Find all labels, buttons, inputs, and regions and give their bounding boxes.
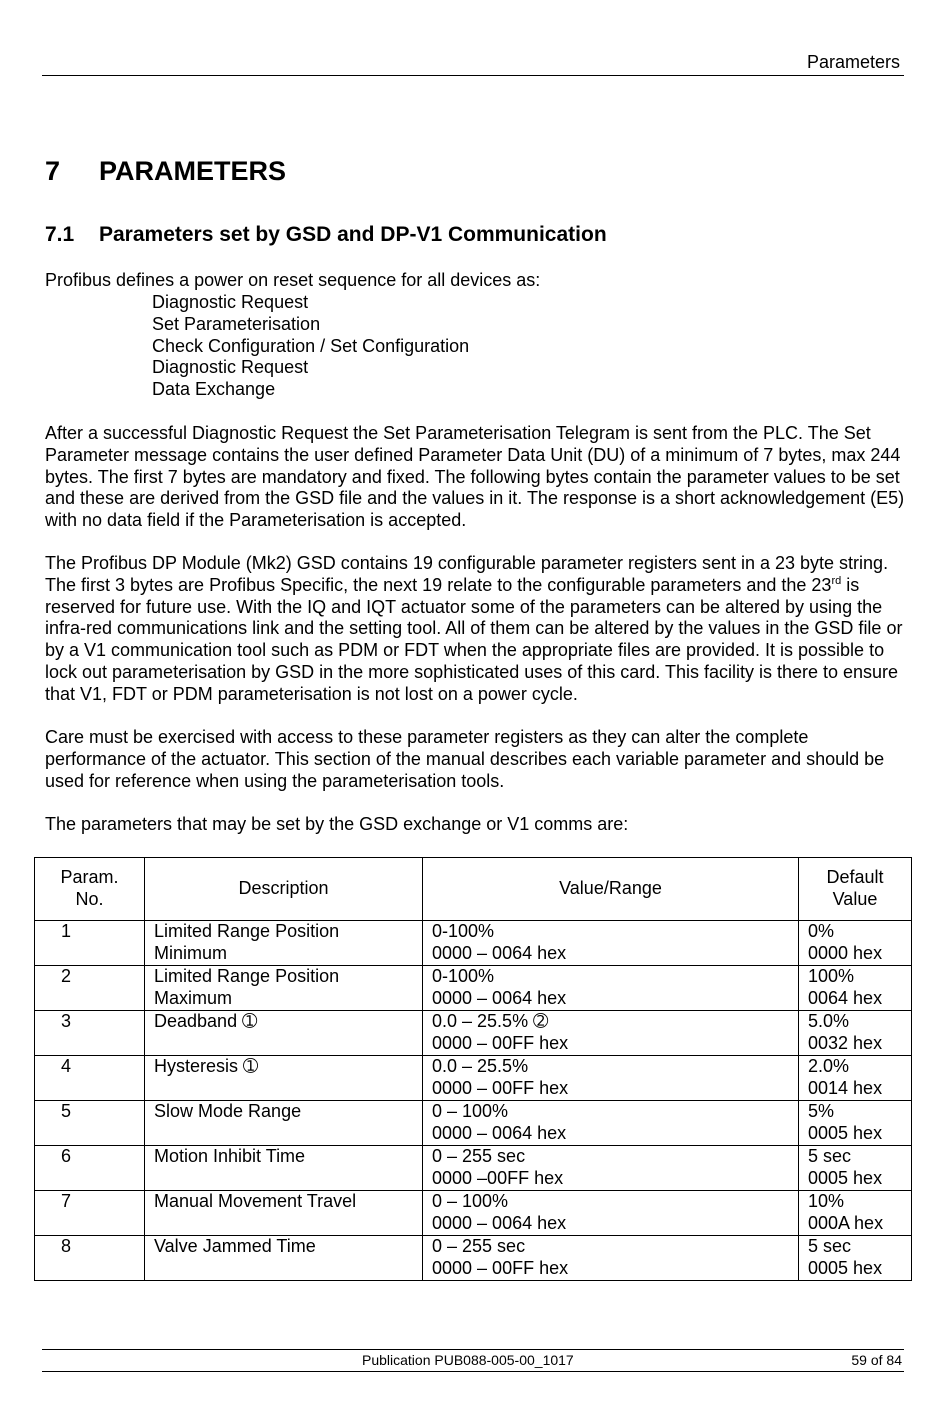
paragraph-table-intro: The parameters that may be set by the GSD exchange or V1 comms are: — [45, 814, 629, 834]
param-description — [145, 1236, 423, 1281]
param-default-value-line: 0000 hex — [808, 942, 883, 963]
param-value-range — [423, 1056, 799, 1101]
param-default-value-line: 0005 hex — [808, 1167, 883, 1188]
sequence-step: Check Configuration / Set Configuration — [152, 335, 470, 356]
table-row — [35, 1191, 912, 1236]
paragraph-text: The Profibus DP Module (Mk2) GSD contains 19 configurable parameter registers sent in a 23 byte string. The first 3 bytes are Profibus Specific, the next 19 relate to the configurable parameters and the 23 — [45, 553, 889, 595]
param-description-line: Manual Movement Travel — [154, 1191, 357, 1211]
parameters-table — [34, 857, 912, 1281]
param-number — [35, 921, 145, 966]
chapter-title: PARAMETERS — [99, 156, 287, 186]
sequence-step: Data Exchange — [152, 379, 276, 400]
param-default-value — [799, 1236, 912, 1281]
table-row — [35, 1011, 912, 1056]
footer-rule — [42, 1349, 904, 1350]
param-value-range — [423, 1146, 799, 1191]
param-value-range-line: 0000 – 00FF hex — [432, 1257, 569, 1278]
param-description-line: Hysteresis ➀ — [154, 1056, 259, 1076]
param-number-line: 1 — [61, 921, 72, 941]
param-default-value — [799, 1101, 912, 1146]
header-default-value: Default Value — [799, 858, 912, 921]
param-value-range — [423, 1236, 799, 1281]
superscript-rd: rd — [831, 574, 842, 587]
header-param-no: Param. No. — [35, 858, 145, 921]
param-default-value — [799, 1146, 912, 1191]
param-value-range — [423, 1191, 799, 1236]
param-description — [145, 1056, 423, 1101]
sequence-step: Diagnostic Request — [152, 292, 309, 312]
param-default-value-line: 0005 hex — [808, 1257, 883, 1278]
chapter-number: 7 — [45, 156, 61, 186]
table-row — [35, 966, 912, 1011]
param-value-range-line: 0 – 255 sec — [432, 1236, 526, 1256]
param-default-value-line: 0014 hex — [808, 1077, 883, 1098]
footer-publication: Publication PUB088-005-00_1017 — [362, 1352, 574, 1368]
param-value-range — [423, 966, 799, 1011]
param-default-value-line: 5 sec — [808, 1146, 852, 1166]
param-value-range-line: 0000 – 0064 hex — [432, 1122, 567, 1143]
param-value-range-line: 0000 – 0064 hex — [432, 987, 567, 1008]
param-description-line: Limited Range Position Minimum — [154, 921, 340, 963]
param-default-value — [799, 966, 912, 1011]
table-header-row — [35, 858, 912, 921]
paragraph-set-parameterisation: After a successful Diagnostic Request the Set Parameterisation Telegram is sent from the PLC. The Set Parameter message contains the user defined Parameter Data Unit (DU) of a minimum of 7 bytes, max 244 bytes. The first 7 bytes are mandatory and fixed. The following bytes contain the parameter values to be set and these are derived from the GSD file and the values in it. The response is a short acknowledgement (E5) with no data field if the Parameterisation is accepted. — [45, 423, 905, 531]
param-value-range-line: 0 – 100% — [432, 1191, 509, 1211]
param-description-line: Motion Inhibit Time — [154, 1146, 306, 1166]
param-default-value-line: 0032 hex — [808, 1032, 883, 1053]
param-description-line: Valve Jammed Time — [154, 1236, 316, 1256]
table-row — [35, 1146, 912, 1191]
param-default-value-line: 2.0% — [808, 1056, 850, 1076]
param-default-value-line: 0% — [808, 921, 835, 941]
table-row — [35, 921, 912, 966]
header-description: Description — [145, 858, 423, 921]
running-header: Parameters — [806, 52, 900, 72]
header-value-range: Value/Range — [423, 858, 799, 921]
param-value-range-line: 0-100% — [432, 921, 495, 941]
param-number-line: 2 — [61, 966, 72, 986]
param-number — [35, 1146, 145, 1191]
param-number — [35, 1056, 145, 1101]
section-heading — [45, 223, 607, 247]
param-number-line: 6 — [61, 1146, 72, 1166]
param-value-range — [423, 1101, 799, 1146]
param-default-value-line: 0064 hex — [808, 987, 883, 1008]
param-description — [145, 921, 423, 966]
param-value-range-line: 0.0 – 25.5% ➁ — [432, 1011, 549, 1031]
param-value-range — [423, 921, 799, 966]
param-number — [35, 1191, 145, 1236]
param-number — [35, 1101, 145, 1146]
sequence-step: Set Parameterisation — [152, 313, 321, 334]
param-value-range-line: 0000 – 00FF hex — [432, 1077, 569, 1098]
section-title: Parameters set by GSD and DP-V1 Communication — [99, 223, 607, 246]
param-description-line: Slow Mode Range — [154, 1101, 302, 1121]
param-value-range-line: 0 – 255 sec — [432, 1146, 526, 1166]
param-value-range-line: 0000 – 00FF hex — [432, 1032, 569, 1053]
param-default-value-line: 100% — [808, 966, 855, 986]
chapter-heading — [45, 156, 286, 187]
paragraph-care: Care must be exercised with access to these parameter registers as they can alter the complete performance of the actuator. This section of the manual describes each variable parameter and should be used for reference when using the parameterisation tools. — [45, 727, 885, 791]
param-description-line: Deadband ➀ — [154, 1011, 258, 1031]
intro-paragraph: Profibus defines a power on reset sequence for all devices as: — [45, 270, 541, 290]
param-number-line: 7 — [61, 1191, 72, 1211]
param-default-value-line: 5% — [808, 1101, 835, 1121]
param-value-range-line: 0.0 – 25.5% — [432, 1056, 529, 1076]
param-default-value-line: 10% — [808, 1191, 845, 1211]
param-value-range — [423, 1011, 799, 1056]
reset-sequence-list — [152, 292, 469, 401]
param-number — [35, 966, 145, 1011]
table-row — [35, 1056, 912, 1101]
param-default-value-line: 0005 hex — [808, 1122, 883, 1143]
param-default-value-line: 5 sec — [808, 1236, 852, 1256]
param-description — [145, 966, 423, 1011]
param-default-value-line: 000A hex — [808, 1212, 884, 1233]
footer-page-number: 59 of 84 — [851, 1352, 902, 1368]
param-number-line: 3 — [61, 1011, 72, 1031]
param-description-line: Limited Range Position Maximum — [154, 966, 340, 1008]
param-default-value — [799, 1056, 912, 1101]
param-value-range-line: 0-100% — [432, 966, 495, 986]
param-default-value — [799, 1191, 912, 1236]
header-rule — [42, 75, 904, 76]
param-number-line: 4 — [61, 1056, 72, 1076]
param-description — [145, 1191, 423, 1236]
footer-rule — [42, 1371, 904, 1372]
param-number-line: 8 — [61, 1236, 72, 1256]
param-value-range-line: 0000 – 0064 hex — [432, 1212, 567, 1233]
param-value-range-line: 0000 – 0064 hex — [432, 942, 567, 963]
param-default-value — [799, 1011, 912, 1056]
param-default-value-line: 5.0% — [808, 1011, 850, 1031]
param-value-range-line: 0000 –00FF hex — [432, 1167, 564, 1188]
param-number — [35, 1236, 145, 1281]
paragraph-gsd-registers — [45, 553, 907, 706]
param-description — [145, 1011, 423, 1056]
param-number — [35, 1011, 145, 1056]
table-row — [35, 1101, 912, 1146]
param-description — [145, 1146, 423, 1191]
param-number-line: 5 — [61, 1101, 72, 1121]
param-description — [145, 1101, 423, 1146]
paragraph-text: is reserved for future use. With the IQ and IQT actuator some of the parameters can be altered by using the infra-red communications link and the setting tool. All of them can be altered by the values in the GSD file or by a V1 communication tool such as PDM or FDT when the appropriate files are provided. It is possible to lock out parameterisation by GSD in the more sophisticated uses of this card. This facility is there to ensure that V1, FDT or PDM parameterisation is not lost on a power cycle. — [45, 574, 903, 704]
sequence-step: Diagnostic Request — [152, 357, 309, 378]
table-row — [35, 1236, 912, 1281]
param-value-range-line: 0 – 100% — [432, 1101, 509, 1121]
param-default-value — [799, 921, 912, 966]
section-number: 7.1 — [45, 223, 75, 246]
